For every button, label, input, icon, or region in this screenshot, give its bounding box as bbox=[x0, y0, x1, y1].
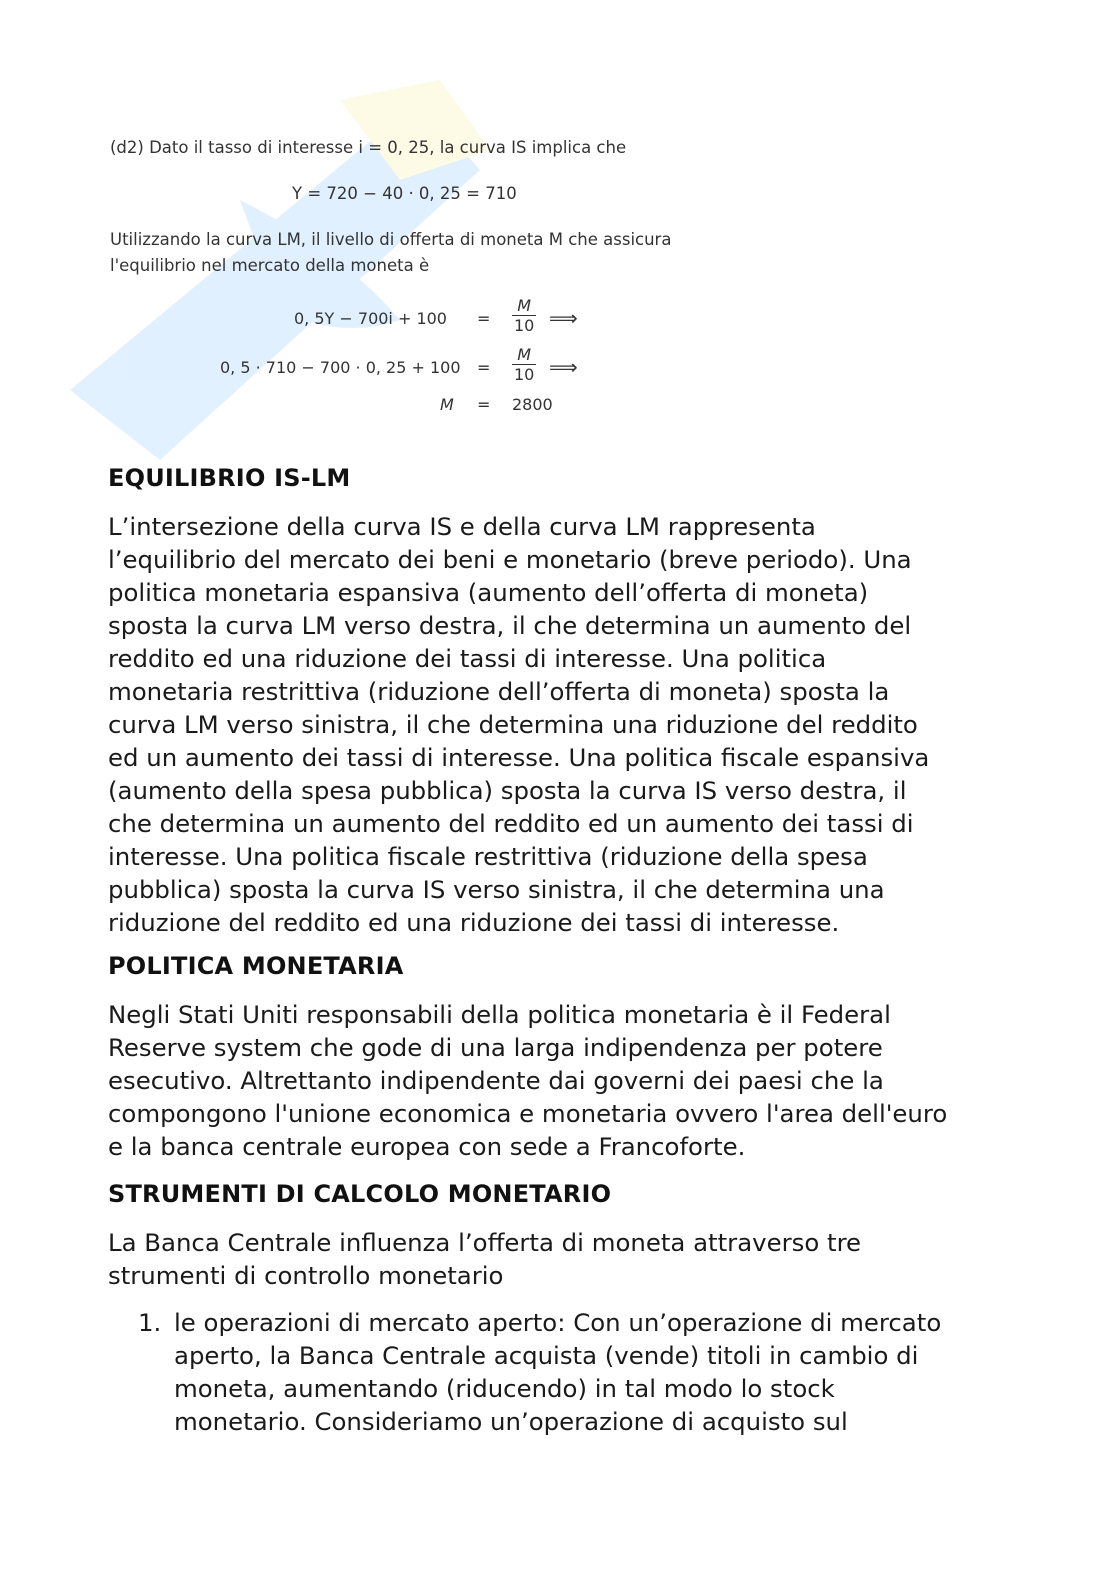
text-line: esecutivo. Altrettanto indipendente dai governi dei paesi che la bbox=[108, 1066, 884, 1095]
fraction-numerator: M bbox=[512, 296, 536, 316]
text-line: moneta, aumentando (riducendo) in tal modo lo stock bbox=[174, 1374, 835, 1403]
equation-1-equals: = bbox=[477, 309, 491, 328]
text-line: che determina un aumento del reddito ed un aumento dei tassi di bbox=[108, 809, 914, 838]
text-line: e la banca centrale europea con sede a Francoforte. bbox=[108, 1132, 746, 1161]
section-body-strumenti bbox=[108, 1226, 1013, 1292]
text-line: monetaria restrittiva (riduzione dell’offerta di moneta) sposta la bbox=[108, 677, 890, 706]
text-line: ed un aumento dei tassi di interesse. Una politica fiscale espansiva bbox=[108, 743, 930, 772]
text-line: compongono l'unione economica e monetaria ovvero l'area dell'euro bbox=[108, 1099, 948, 1128]
text-line: aperto, la Banca Centrale acquista (vende) titoli in cambio di bbox=[174, 1341, 919, 1370]
text-line: curva LM verso sinistra, il che determina una riduzione del reddito bbox=[108, 710, 918, 739]
section-heading-politica-monetaria: POLITICA MONETARIA bbox=[108, 952, 404, 980]
text-line: monetario. Consideriamo un’operazione di acquisto sul bbox=[174, 1407, 848, 1436]
section-heading-strumenti: STRUMENTI DI CALCOLO MONETARIO bbox=[108, 1180, 612, 1208]
implies-arrow-2: ⟹ bbox=[549, 355, 578, 379]
section-heading-equilibrio: EQUILIBRIO IS-LM bbox=[108, 464, 351, 492]
text-line: politica monetaria espansiva (aumento dell’offerta di moneta) bbox=[108, 578, 869, 607]
fraction-numerator: M bbox=[512, 345, 536, 365]
text-line: Negli Stati Uniti responsabili della politica monetaria è il Federal bbox=[108, 1000, 891, 1029]
text-line: strumenti di controllo monetario bbox=[108, 1261, 504, 1290]
equation-1-lhs: 0, 5Y − 700i + 100 bbox=[294, 309, 447, 328]
text-line: reddito ed una riduzione dei tassi di interesse. Una politica bbox=[108, 644, 827, 673]
equation-2-equals: = bbox=[477, 358, 491, 377]
section-body-politica-monetaria bbox=[108, 998, 1013, 1163]
text-line: riduzione del reddito ed una riduzione dei tassi di interesse. bbox=[108, 908, 840, 937]
list-item-text bbox=[138, 1306, 1008, 1438]
text-line: (aumento della spesa pubblica) sposta la curva IS verso destra, il bbox=[108, 776, 907, 805]
equation-3-result: 2800 bbox=[512, 395, 553, 414]
equation-3-lhs: M bbox=[440, 395, 454, 414]
text-line: sposta la curva LM verso destra, il che determina un aumento del bbox=[108, 611, 912, 640]
lm-text-line-2: l'equilibrio nel mercato della moneta è bbox=[110, 256, 430, 275]
list-item-number: 1. bbox=[138, 1308, 162, 1337]
text-line: interesse. Una politica fiscale restrittiva (riduzione della spesa bbox=[108, 842, 868, 871]
fraction-denominator: 10 bbox=[514, 316, 535, 335]
section-body-equilibrio bbox=[108, 510, 1013, 939]
text-line: l’equilibrio del mercato dei beni e monetario (breve periodo). Una bbox=[108, 545, 912, 574]
equation-2-fraction bbox=[512, 345, 536, 384]
text-line: le operazioni di mercato aperto: Con un’operazione di mercato bbox=[174, 1308, 942, 1337]
list-item bbox=[138, 1306, 1008, 1438]
equation-1-fraction bbox=[512, 296, 536, 335]
equation-2-lhs: 0, 5 · 710 − 700 · 0, 25 + 100 bbox=[220, 358, 461, 377]
text-line: pubblica) sposta la curva IS verso sinistra, il che determina una bbox=[108, 875, 885, 904]
lm-text-line-1: Utilizzando la curva LM, il livello di offerta di moneta M che assicura bbox=[110, 230, 672, 249]
implies-arrow-1: ⟹ bbox=[549, 306, 578, 330]
is-equation: Y = 720 − 40 · 0, 25 = 710 bbox=[292, 184, 517, 203]
fraction-denominator: 10 bbox=[514, 365, 535, 384]
text-line: La Banca Centrale influenza l’offerta di moneta attraverso tre bbox=[108, 1228, 862, 1257]
text-line: L’intersezione della curva IS e della curva LM rappresenta bbox=[108, 512, 816, 541]
equation-3-equals: = bbox=[477, 395, 491, 414]
text-line: Reserve system che gode di una larga indipendenza per potere bbox=[108, 1033, 883, 1062]
math-intro: (d2) Dato il tasso di interesse i = 0, 25, la curva IS implica che bbox=[110, 138, 627, 157]
